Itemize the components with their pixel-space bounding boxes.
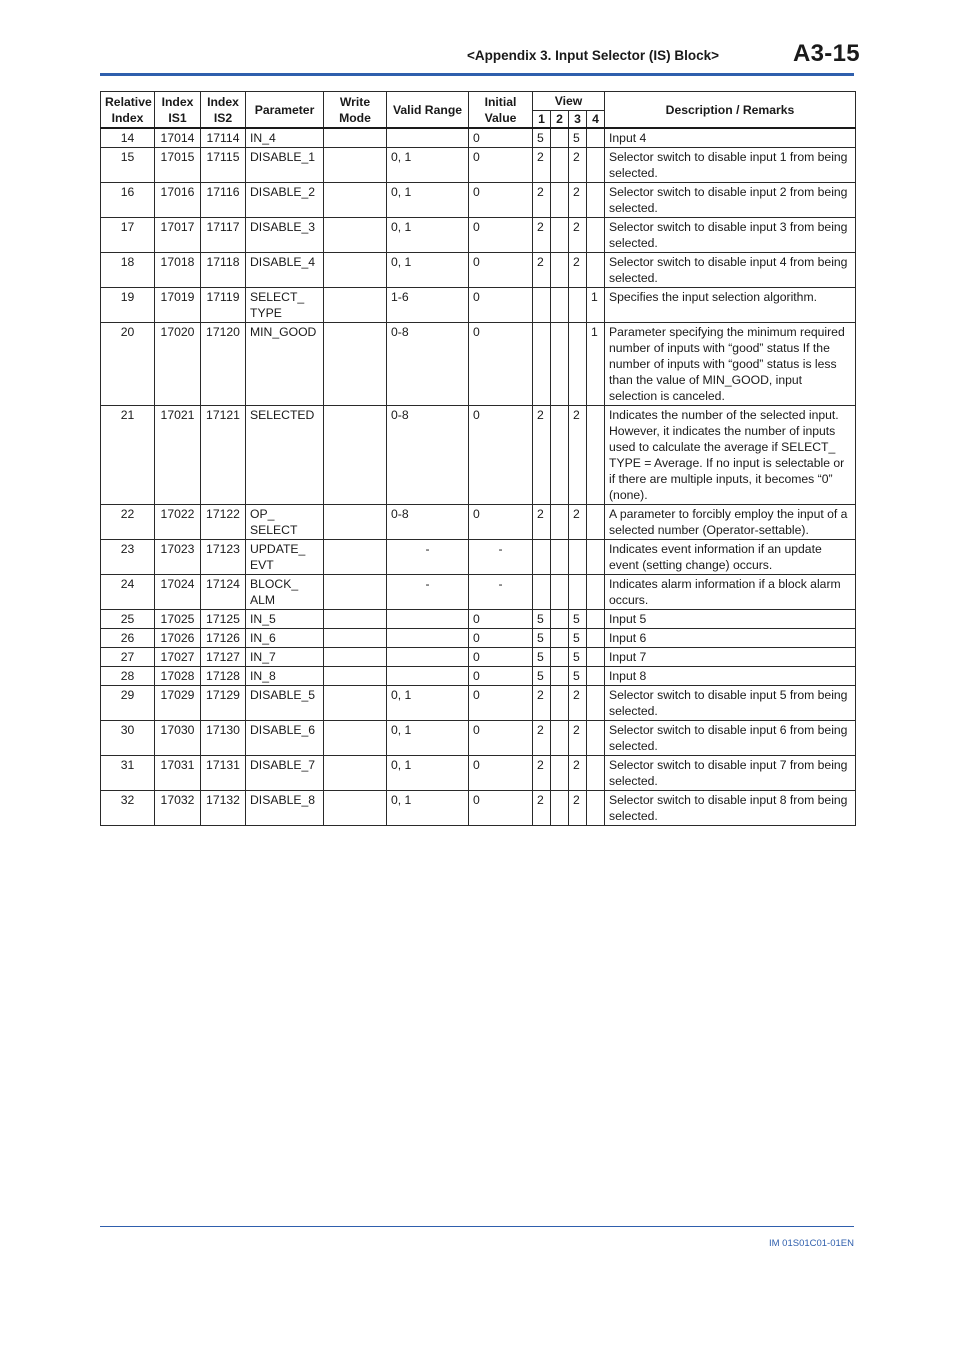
cell-initial-value: - (469, 575, 533, 610)
cell-view-1 (533, 575, 551, 610)
cell-index-is2: 17127 (201, 648, 246, 667)
col-description: Description / Remarks (605, 92, 856, 129)
cell-relative-index: 19 (101, 288, 155, 323)
cell-view-2 (551, 406, 569, 505)
cell-index-is2: 17123 (201, 540, 246, 575)
table-row (101, 540, 856, 575)
cell-view-2 (551, 218, 569, 253)
cell-valid-range (387, 667, 469, 686)
cell-view-4 (587, 218, 605, 253)
cell-index-is1: 17018 (155, 253, 201, 288)
table-row (101, 791, 856, 826)
table-row (101, 721, 856, 756)
cell-view-1: 5 (533, 667, 551, 686)
cell-parameter: IN_4 (246, 128, 324, 148)
cell-parameter: SELECT_ TYPE (246, 288, 324, 323)
cell-description: Selector switch to disable input 5 from being selected. (605, 686, 856, 721)
cell-parameter: OP_ SELECT (246, 505, 324, 540)
cell-initial-value: - (469, 540, 533, 575)
cell-index-is2: 17117 (201, 218, 246, 253)
cell-description: Selector switch to disable input 4 from being selected. (605, 253, 856, 288)
cell-parameter: DISABLE_4 (246, 253, 324, 288)
col-parameter: Parameter (246, 92, 324, 129)
cell-relative-index: 15 (101, 148, 155, 183)
cell-index-is1: 17025 (155, 610, 201, 629)
header-rule (100, 73, 854, 76)
cell-write-mode (324, 218, 387, 253)
cell-relative-index: 16 (101, 183, 155, 218)
cell-view-3: 5 (569, 629, 587, 648)
cell-description: Selector switch to disable input 7 from being selected. (605, 756, 856, 791)
cell-parameter: BLOCK_ ALM (246, 575, 324, 610)
cell-index-is1: 17016 (155, 183, 201, 218)
cell-write-mode (324, 253, 387, 288)
table-row (101, 148, 856, 183)
cell-write-mode (324, 183, 387, 218)
cell-valid-range: 0-8 (387, 323, 469, 406)
cell-view-1: 5 (533, 648, 551, 667)
cell-initial-value: 0 (469, 323, 533, 406)
cell-view-2 (551, 721, 569, 756)
cell-relative-index: 21 (101, 406, 155, 505)
cell-description: Selector switch to disable input 6 from being selected. (605, 721, 856, 756)
cell-view-3: 5 (569, 667, 587, 686)
cell-index-is1: 17031 (155, 756, 201, 791)
cell-relative-index: 20 (101, 323, 155, 406)
cell-initial-value: 0 (469, 610, 533, 629)
cell-view-2 (551, 667, 569, 686)
cell-index-is2: 17115 (201, 148, 246, 183)
section-title: <Appendix 3. Input Selector (IS) Block> (467, 48, 720, 63)
cell-view-2 (551, 148, 569, 183)
cell-view-4 (587, 183, 605, 218)
cell-write-mode (324, 406, 387, 505)
cell-initial-value: 0 (469, 128, 533, 148)
col-view-1: 1 (533, 111, 551, 129)
cell-description: Selector switch to disable input 1 from being selected. (605, 148, 856, 183)
cell-index-is2: 17124 (201, 575, 246, 610)
cell-view-2 (551, 253, 569, 288)
cell-view-3: 2 (569, 218, 587, 253)
cell-view-1: 2 (533, 406, 551, 505)
cell-view-3 (569, 540, 587, 575)
cell-view-1: 2 (533, 253, 551, 288)
cell-write-mode (324, 505, 387, 540)
cell-view-1: 5 (533, 629, 551, 648)
cell-relative-index: 27 (101, 648, 155, 667)
cell-initial-value: 0 (469, 253, 533, 288)
cell-index-is2: 17125 (201, 610, 246, 629)
cell-view-2 (551, 629, 569, 648)
cell-description: Specifies the input selection algorithm. (605, 288, 856, 323)
cell-view-3 (569, 575, 587, 610)
cell-index-is1: 17015 (155, 148, 201, 183)
cell-view-3: 2 (569, 406, 587, 505)
cell-parameter: DISABLE_1 (246, 148, 324, 183)
cell-view-3: 5 (569, 610, 587, 629)
cell-description: Indicates event information if an update event (setting change) occurs. (605, 540, 856, 575)
cell-index-is1: 17026 (155, 629, 201, 648)
cell-parameter: IN_8 (246, 667, 324, 686)
cell-index-is2: 17128 (201, 667, 246, 686)
cell-index-is1: 17032 (155, 791, 201, 826)
cell-index-is1: 17014 (155, 128, 201, 148)
cell-view-1: 2 (533, 721, 551, 756)
cell-description: Input 5 (605, 610, 856, 629)
cell-view-3: 2 (569, 505, 587, 540)
cell-parameter: DISABLE_7 (246, 756, 324, 791)
cell-initial-value: 0 (469, 148, 533, 183)
cell-view-4 (587, 253, 605, 288)
col-valid-range: Valid Range (387, 92, 469, 129)
cell-view-2 (551, 648, 569, 667)
table-row (101, 667, 856, 686)
table-row (101, 288, 856, 323)
cell-parameter: IN_5 (246, 610, 324, 629)
cell-initial-value: 0 (469, 218, 533, 253)
cell-description: Indicates alarm information if a block alarm occurs. (605, 575, 856, 610)
cell-view-1: 2 (533, 756, 551, 791)
cell-parameter: DISABLE_8 (246, 791, 324, 826)
cell-parameter: UPDATE_ EVT (246, 540, 324, 575)
cell-view-1: 2 (533, 183, 551, 218)
cell-index-is2: 17132 (201, 791, 246, 826)
cell-view-1: 2 (533, 505, 551, 540)
cell-view-4 (587, 406, 605, 505)
cell-write-mode (324, 756, 387, 791)
cell-valid-range: 0-8 (387, 406, 469, 505)
cell-write-mode (324, 540, 387, 575)
cell-view-1: 2 (533, 686, 551, 721)
cell-initial-value: 0 (469, 648, 533, 667)
cell-view-3: 2 (569, 756, 587, 791)
table-row (101, 183, 856, 218)
cell-valid-range: 0, 1 (387, 791, 469, 826)
cell-index-is2: 17116 (201, 183, 246, 218)
cell-initial-value: 0 (469, 756, 533, 791)
table-row (101, 406, 856, 505)
cell-parameter: DISABLE_6 (246, 721, 324, 756)
cell-view-2 (551, 505, 569, 540)
cell-view-3: 2 (569, 183, 587, 218)
cell-parameter: DISABLE_5 (246, 686, 324, 721)
cell-initial-value: 0 (469, 505, 533, 540)
cell-view-1: 2 (533, 148, 551, 183)
cell-initial-value: 0 (469, 791, 533, 826)
cell-description: Input 7 (605, 648, 856, 667)
cell-valid-range: 0, 1 (387, 218, 469, 253)
col-view-2: 2 (551, 111, 569, 129)
cell-write-mode (324, 575, 387, 610)
cell-initial-value: 0 (469, 288, 533, 323)
cell-relative-index: 29 (101, 686, 155, 721)
footer-rule (100, 1226, 854, 1227)
cell-view-2 (551, 791, 569, 826)
cell-view-1 (533, 323, 551, 406)
table-row (101, 253, 856, 288)
cell-view-3: 2 (569, 721, 587, 756)
cell-write-mode (324, 629, 387, 648)
cell-view-4 (587, 128, 605, 148)
table-row (101, 610, 856, 629)
cell-index-is2: 17129 (201, 686, 246, 721)
cell-index-is2: 17131 (201, 756, 246, 791)
cell-parameter: IN_7 (246, 648, 324, 667)
cell-view-3: 5 (569, 648, 587, 667)
col-initial-value: Initial Value (469, 92, 533, 129)
cell-write-mode (324, 128, 387, 148)
cell-valid-range: 0, 1 (387, 253, 469, 288)
cell-write-mode (324, 288, 387, 323)
cell-valid-range: 1-6 (387, 288, 469, 323)
cell-initial-value: 0 (469, 406, 533, 505)
cell-relative-index: 22 (101, 505, 155, 540)
cell-initial-value: 0 (469, 686, 533, 721)
cell-relative-index: 30 (101, 721, 155, 756)
cell-write-mode (324, 667, 387, 686)
cell-parameter: DISABLE_2 (246, 183, 324, 218)
cell-valid-range (387, 128, 469, 148)
cell-index-is1: 17030 (155, 721, 201, 756)
cell-index-is2: 17120 (201, 323, 246, 406)
cell-view-1 (533, 288, 551, 323)
cell-view-2 (551, 756, 569, 791)
cell-parameter: MIN_GOOD (246, 323, 324, 406)
col-view: View (533, 92, 605, 111)
cell-view-3: 2 (569, 791, 587, 826)
cell-view-4: 1 (587, 323, 605, 406)
page-number: A3-15 (793, 40, 860, 67)
cell-index-is2: 17118 (201, 253, 246, 288)
cell-view-2 (551, 540, 569, 575)
cell-write-mode (324, 610, 387, 629)
cell-view-3 (569, 288, 587, 323)
cell-view-4 (587, 505, 605, 540)
cell-description: Input 8 (605, 667, 856, 686)
cell-index-is1: 17017 (155, 218, 201, 253)
cell-view-4 (587, 686, 605, 721)
cell-relative-index: 17 (101, 218, 155, 253)
cell-parameter: SELECTED (246, 406, 324, 505)
cell-view-3 (569, 323, 587, 406)
cell-index-is2: 17122 (201, 505, 246, 540)
cell-relative-index: 14 (101, 128, 155, 148)
cell-index-is1: 17029 (155, 686, 201, 721)
cell-index-is1: 17019 (155, 288, 201, 323)
cell-valid-range (387, 629, 469, 648)
cell-view-3: 2 (569, 148, 587, 183)
cell-valid-range: 0, 1 (387, 148, 469, 183)
cell-initial-value: 0 (469, 183, 533, 218)
cell-relative-index: 31 (101, 756, 155, 791)
cell-initial-value: 0 (469, 721, 533, 756)
cell-relative-index: 23 (101, 540, 155, 575)
cell-description: Input 4 (605, 128, 856, 148)
table-row (101, 128, 856, 148)
table-row (101, 505, 856, 540)
cell-description: Indicates the number of the selected input. However, it indicates the number of inputs used to calculate the average if SELECT_ TYPE = Average. If no input is selectable or if there are multiple inputs, it becomes “0” (none). (605, 406, 856, 505)
cell-valid-range: 0, 1 (387, 686, 469, 721)
cell-parameter: DISABLE_3 (246, 218, 324, 253)
cell-view-4: 1 (587, 288, 605, 323)
cell-write-mode (324, 686, 387, 721)
col-write-mode: Write Mode (324, 92, 387, 129)
cell-index-is2: 17130 (201, 721, 246, 756)
cell-relative-index: 32 (101, 791, 155, 826)
cell-view-3: 5 (569, 128, 587, 148)
cell-description: Selector switch to disable input 8 from being selected. (605, 791, 856, 826)
table-row (101, 648, 856, 667)
cell-view-1: 2 (533, 218, 551, 253)
cell-valid-range (387, 610, 469, 629)
cell-valid-range (387, 648, 469, 667)
cell-index-is1: 17023 (155, 540, 201, 575)
cell-view-4 (587, 667, 605, 686)
cell-description: A parameter to forcibly employ the input of a selected number (Operator-settable). (605, 505, 856, 540)
col-view-4: 4 (587, 111, 605, 129)
cell-relative-index: 26 (101, 629, 155, 648)
cell-valid-range: 0, 1 (387, 756, 469, 791)
cell-view-1: 5 (533, 128, 551, 148)
cell-index-is1: 17022 (155, 505, 201, 540)
cell-view-1 (533, 540, 551, 575)
cell-view-4 (587, 540, 605, 575)
document-number: IM 01S01C01-01EN (768, 1238, 854, 1249)
cell-valid-range: 0-8 (387, 505, 469, 540)
cell-index-is2: 17126 (201, 629, 246, 648)
cell-view-2 (551, 610, 569, 629)
cell-view-4 (587, 648, 605, 667)
cell-view-4 (587, 721, 605, 756)
cell-index-is2: 17121 (201, 406, 246, 505)
cell-relative-index: 25 (101, 610, 155, 629)
parameter-table (100, 91, 856, 826)
table-row (101, 323, 856, 406)
cell-valid-range: - (387, 540, 469, 575)
cell-index-is2: 17119 (201, 288, 246, 323)
cell-view-2 (551, 183, 569, 218)
cell-view-4 (587, 148, 605, 183)
cell-initial-value: 0 (469, 629, 533, 648)
cell-view-2 (551, 575, 569, 610)
col-index-is1: Index IS1 (155, 92, 201, 129)
cell-valid-range: 0, 1 (387, 721, 469, 756)
cell-description: Selector switch to disable input 3 from being selected. (605, 218, 856, 253)
cell-write-mode (324, 648, 387, 667)
table-row (101, 629, 856, 648)
cell-initial-value: 0 (469, 667, 533, 686)
cell-index-is1: 17021 (155, 406, 201, 505)
cell-view-4 (587, 629, 605, 648)
cell-index-is1: 17027 (155, 648, 201, 667)
cell-description: Input 6 (605, 629, 856, 648)
cell-view-2 (551, 288, 569, 323)
table-row (101, 218, 856, 253)
cell-relative-index: 18 (101, 253, 155, 288)
col-index-is2: Index IS2 (201, 92, 246, 129)
table-row (101, 686, 856, 721)
cell-valid-range: - (387, 575, 469, 610)
table-row (101, 756, 856, 791)
cell-view-4 (587, 610, 605, 629)
cell-write-mode (324, 148, 387, 183)
cell-write-mode (324, 721, 387, 756)
cell-index-is1: 17020 (155, 323, 201, 406)
cell-view-1: 2 (533, 791, 551, 826)
cell-view-3: 2 (569, 253, 587, 288)
col-view-3: 3 (569, 111, 587, 129)
cell-view-2 (551, 323, 569, 406)
col-relative-index: Relative Index (101, 92, 155, 129)
cell-view-2 (551, 686, 569, 721)
table-row (101, 575, 856, 610)
cell-index-is1: 17028 (155, 667, 201, 686)
cell-write-mode (324, 791, 387, 826)
cell-write-mode (324, 323, 387, 406)
cell-description: Parameter specifying the minimum required number of inputs with “good” status If the number of inputs with “good” status is less than the value of MIN_GOOD, input selection is canceled. (605, 323, 856, 406)
cell-valid-range: 0, 1 (387, 183, 469, 218)
cell-relative-index: 28 (101, 667, 155, 686)
cell-index-is2: 17114 (201, 128, 246, 148)
cell-parameter: IN_6 (246, 629, 324, 648)
cell-view-2 (551, 128, 569, 148)
cell-view-4 (587, 575, 605, 610)
cell-view-4 (587, 756, 605, 791)
cell-index-is1: 17024 (155, 575, 201, 610)
cell-relative-index: 24 (101, 575, 155, 610)
cell-view-1: 5 (533, 610, 551, 629)
cell-view-3: 2 (569, 686, 587, 721)
cell-view-4 (587, 791, 605, 826)
cell-description: Selector switch to disable input 2 from being selected. (605, 183, 856, 218)
